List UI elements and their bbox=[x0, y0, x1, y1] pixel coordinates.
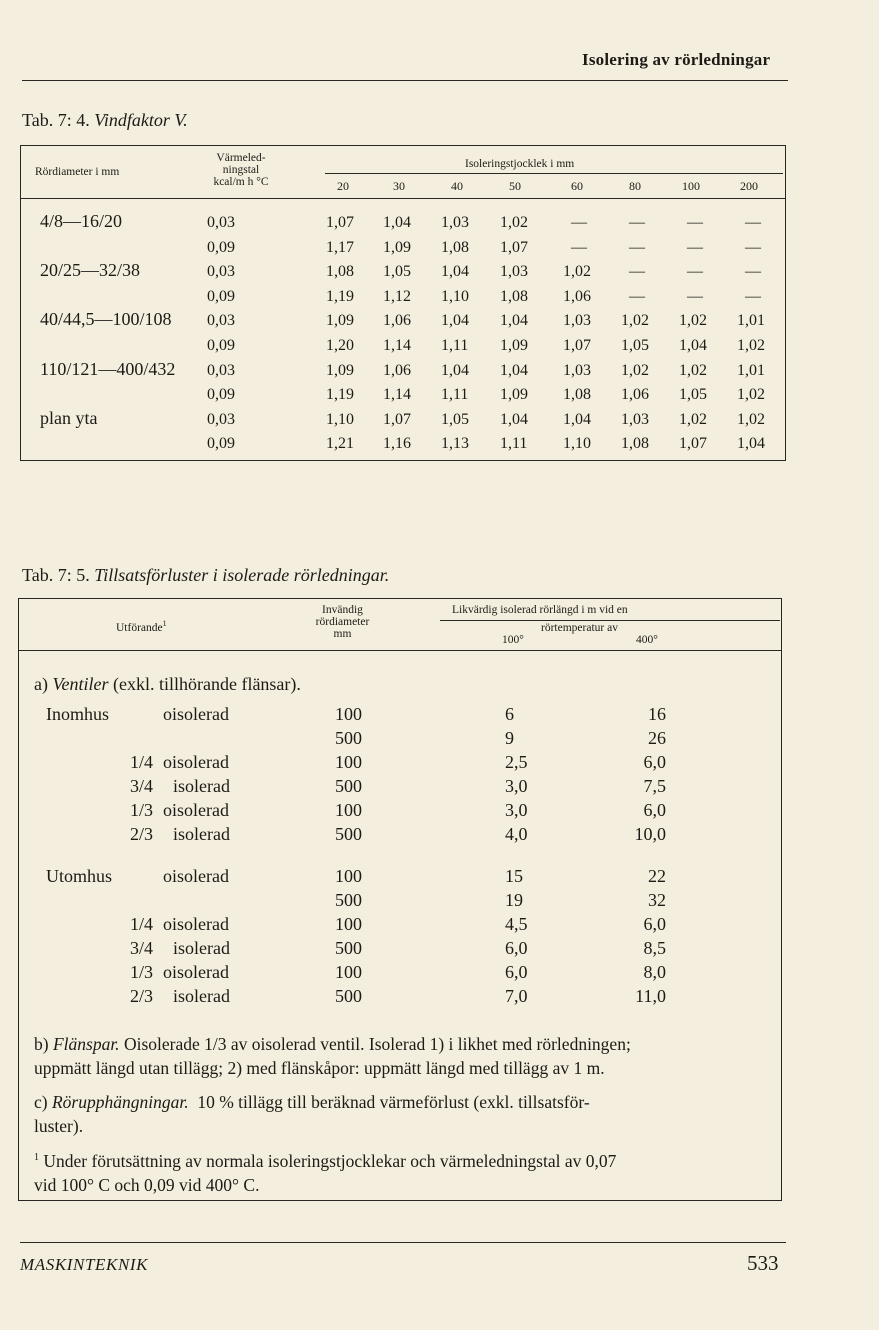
inner-diameter-value: 500 bbox=[335, 890, 362, 910]
col-inner-line3: mm bbox=[333, 628, 352, 640]
table1-left-rule bbox=[20, 145, 21, 461]
wind-factor-cell: 1,07 bbox=[679, 435, 707, 453]
length-100-value: 6,0 bbox=[505, 938, 528, 958]
thickness-col-5: 80 bbox=[629, 179, 641, 193]
thickness-col-0: 20 bbox=[337, 179, 349, 193]
fraction-label: 1/4 bbox=[130, 752, 154, 772]
fraction-label: 3/4 bbox=[130, 938, 154, 958]
conductivity-value: 0,03 bbox=[207, 361, 235, 379]
thickness-col-1: 30 bbox=[393, 179, 405, 193]
table2-caption bbox=[22, 565, 389, 586]
pipe-diameter-label: 4/8—16/20 bbox=[40, 211, 123, 231]
conductivity-value: 0,03 bbox=[207, 214, 235, 231]
length-400-value: 6,0 bbox=[643, 800, 666, 820]
wind-factor-cell: 1,07 bbox=[563, 337, 591, 354]
footnote-line1 bbox=[34, 1146, 774, 1173]
inner-diameter-value: 100 bbox=[335, 962, 362, 982]
insulation-state: isolerad bbox=[173, 938, 230, 958]
wind-factor-cell: 1,06 bbox=[621, 386, 649, 404]
col-pipe-header: Rördiameter i mm bbox=[35, 166, 120, 178]
wind-factor-cell: 1,17 bbox=[326, 238, 354, 256]
col-temp-100: 100° bbox=[502, 634, 524, 646]
length-100-value: 4,0 bbox=[505, 824, 528, 844]
wind-factor-cell: 1,08 bbox=[500, 287, 528, 305]
fraction-label: 1/3 bbox=[130, 962, 154, 982]
wind-factor-cell: 1,07 bbox=[326, 214, 354, 231]
insulation-state: oisolerad bbox=[163, 866, 229, 886]
col-equiv-header-line1: Likvärdig isolerad rörlängd i m vid en bbox=[452, 604, 628, 616]
wind-factor-cell: 1,03 bbox=[621, 410, 649, 428]
wind-factor-cell: 1,06 bbox=[383, 312, 411, 330]
wind-factor-cell: 1,19 bbox=[326, 287, 354, 305]
wind-factor-cell: 1,02 bbox=[500, 214, 528, 231]
insulation-state: oisolerad bbox=[163, 962, 229, 982]
running-header: Isolering av rörledningar bbox=[582, 50, 771, 69]
table2-bottom-rule bbox=[18, 1200, 782, 1201]
wind-factor-cell: 1,01 bbox=[737, 361, 765, 379]
length-400-value: 6,0 bbox=[643, 914, 666, 934]
table2-left-rule bbox=[18, 598, 19, 1201]
section-b-text1: Oisolerade 1/3 av oisolerad ventil. Isolerad 1) i likhet med rörledningen; bbox=[123, 1034, 631, 1054]
table1-top-rule bbox=[20, 145, 786, 146]
wind-factor-cell: 1,04 bbox=[500, 312, 528, 330]
wind-factor-cell: 1,02 bbox=[621, 312, 649, 330]
length-100-value: 7,0 bbox=[505, 986, 528, 1006]
section-b-line2: uppmätt längd utan tillägg; 2) med flänskåpor: uppmätt längd med tillägg av 1 m. bbox=[34, 1058, 605, 1078]
wind-factor-cell: 1,09 bbox=[383, 238, 411, 256]
length-400-value: 26 bbox=[648, 728, 666, 748]
pipe-diameter-label: 40/44,5—100/108 bbox=[40, 309, 172, 330]
wind-factor-cell: 1,04 bbox=[500, 410, 528, 428]
wind-factor-cell: 1,08 bbox=[563, 386, 591, 404]
inner-diameter-value: 100 bbox=[335, 704, 362, 724]
wind-factor-cell: 1,02 bbox=[563, 263, 591, 281]
pipe-diameter-label: plan yta bbox=[40, 407, 98, 428]
wind-factor-cell: 1,11 bbox=[500, 435, 528, 453]
wind-factor-cell: 1,04 bbox=[441, 263, 469, 281]
length-400-value: 7,5 bbox=[643, 776, 666, 796]
wind-factor-cell: — bbox=[629, 214, 645, 231]
table1-caption-prefix: Tab. 7: 4. bbox=[22, 110, 90, 130]
page-number: 533 bbox=[747, 1251, 779, 1275]
wind-factor-cell: 1,08 bbox=[621, 435, 649, 453]
conductivity-value: 0,09 bbox=[207, 386, 235, 404]
section-b-prefix: b) bbox=[34, 1034, 49, 1054]
location-label: Inomhus bbox=[46, 704, 109, 724]
wind-factor-cell: 1,09 bbox=[326, 312, 354, 330]
thickness-col-3: 50 bbox=[509, 179, 521, 193]
length-100-value: 19 bbox=[505, 890, 523, 910]
wind-factor-cell: 1,05 bbox=[441, 410, 469, 428]
wind-factor-cell: 1,02 bbox=[737, 386, 765, 404]
wind-factor-cell: 1,04 bbox=[383, 214, 411, 231]
insulation-state: isolerad bbox=[173, 824, 230, 844]
wind-factor-cell: 1,02 bbox=[679, 410, 707, 428]
thickness-underline bbox=[325, 173, 783, 174]
section-c bbox=[34, 1090, 774, 1138]
col-inner-header bbox=[285, 604, 400, 640]
inner-diameter-value: 500 bbox=[335, 938, 362, 958]
wind-factor-cell: 1,08 bbox=[326, 263, 354, 281]
wind-factor-cell: 1,11 bbox=[441, 337, 469, 354]
wind-factor-cell: 1,03 bbox=[441, 214, 469, 231]
length-400-value: 6,0 bbox=[643, 752, 666, 772]
fraction-label: 3/4 bbox=[130, 776, 154, 796]
wind-factor-cell: 1,02 bbox=[737, 410, 765, 428]
pipe-diameter-label: 20/25—32/38 bbox=[40, 260, 141, 281]
wind-factor-cell: 1,09 bbox=[500, 337, 528, 354]
wind-factor-cell: 1,04 bbox=[737, 435, 765, 453]
inner-diameter-value: 500 bbox=[335, 776, 362, 796]
table2-right-rule bbox=[781, 598, 782, 1201]
wind-factor-cell: 1,04 bbox=[679, 337, 707, 354]
wind-factor-cell: 1,04 bbox=[500, 361, 528, 379]
wind-factor-cell: 1,02 bbox=[679, 361, 707, 379]
section-c-line1 bbox=[34, 1090, 774, 1114]
col-temp-400: 400° bbox=[636, 634, 658, 646]
table1-caption-title: Vindfaktor V. bbox=[94, 110, 188, 130]
wind-factor-cell: 1,09 bbox=[326, 361, 354, 379]
section-a-heading bbox=[34, 674, 301, 695]
equiv-underline bbox=[440, 620, 780, 621]
table2-caption-title: Tillsatsförluster i isolerade rörledningar. bbox=[94, 565, 390, 585]
length-100-value: 9 bbox=[505, 728, 514, 748]
wind-factor-cell: 1,07 bbox=[383, 410, 411, 428]
conductivity-value: 0,03 bbox=[207, 312, 235, 330]
length-400-value: 22 bbox=[648, 866, 666, 886]
inner-diameter-value: 500 bbox=[335, 728, 362, 748]
wind-factor-cell: — bbox=[629, 287, 645, 305]
wind-factor-cell: 1,14 bbox=[383, 337, 411, 354]
inner-diameter-value: 500 bbox=[335, 824, 362, 844]
wind-factor-cell: 1,10 bbox=[326, 410, 354, 428]
wind-factor-cell: — bbox=[745, 263, 761, 281]
length-100-value: 2,5 bbox=[505, 752, 528, 772]
wind-factor-cell: — bbox=[745, 287, 761, 305]
wind-factor-cell: — bbox=[687, 214, 703, 231]
length-100-value: 6 bbox=[505, 704, 514, 724]
wind-factor-cell: 1,02 bbox=[621, 361, 649, 379]
wind-factor-cell: — bbox=[571, 238, 587, 256]
inner-diameter-value: 100 bbox=[335, 800, 362, 820]
wind-factor-cell: — bbox=[687, 287, 703, 305]
fraction-label: 1/3 bbox=[130, 800, 154, 820]
col-inner-line1: Invändig bbox=[322, 604, 363, 616]
wind-factor-cell: 1,07 bbox=[500, 238, 528, 256]
thickness-col-6: 100 bbox=[682, 179, 700, 193]
wind-factor-cell: 1,03 bbox=[563, 361, 591, 379]
length-400-value: 16 bbox=[648, 704, 666, 724]
section-b-line1 bbox=[34, 1032, 774, 1056]
wind-factor-cell: 1,03 bbox=[563, 312, 591, 330]
wind-factor-cell: — bbox=[745, 214, 761, 231]
wind-factor-cell: 1,09 bbox=[500, 386, 528, 404]
wind-factor-cell: 1,08 bbox=[441, 238, 469, 256]
col-conductivity-line3: kcal/m h °C bbox=[213, 176, 269, 188]
footnote-mark: 1 bbox=[34, 1152, 39, 1163]
col-inner-line2: rördiameter bbox=[315, 616, 370, 628]
length-400-value: 10,0 bbox=[634, 824, 666, 844]
insulation-state: isolerad bbox=[173, 776, 230, 796]
length-400-value: 8,5 bbox=[643, 938, 666, 958]
table1-bottom-rule bbox=[20, 460, 786, 461]
length-100-value: 3,0 bbox=[505, 776, 528, 796]
wind-factor-cell: 1,11 bbox=[441, 386, 469, 404]
wind-factor-cell: 1,05 bbox=[383, 263, 411, 281]
thickness-col-2: 40 bbox=[451, 179, 463, 193]
wind-factor-cell: — bbox=[687, 263, 703, 281]
table2-caption-prefix: Tab. 7: 5. bbox=[22, 565, 90, 585]
col-design-footnote-mark: 1 bbox=[162, 619, 167, 628]
fraction-label: 1/4 bbox=[130, 914, 154, 934]
header-rule bbox=[22, 80, 788, 81]
wind-factor-cell: 1,14 bbox=[383, 386, 411, 404]
conductivity-value: 0,09 bbox=[207, 337, 235, 354]
wind-factor-cell: 1,12 bbox=[383, 287, 411, 305]
inner-diameter-value: 100 bbox=[335, 914, 362, 934]
section-c-line2: luster). bbox=[34, 1116, 84, 1136]
insulation-state: oisolerad bbox=[163, 704, 229, 724]
wind-factor-cell: 1,21 bbox=[326, 435, 354, 453]
length-400-value: 8,0 bbox=[643, 962, 666, 982]
wind-factor-cell: 1,05 bbox=[621, 337, 649, 354]
table2-top-rule bbox=[18, 598, 782, 599]
location-label: Utomhus bbox=[46, 866, 113, 886]
thickness-col-7: 200 bbox=[740, 179, 758, 193]
section-b bbox=[34, 1032, 774, 1080]
table2-head-rule bbox=[18, 650, 782, 651]
section-a-prefix: a) bbox=[34, 674, 48, 694]
insulation-state: oisolerad bbox=[163, 752, 229, 772]
length-400-value: 32 bbox=[648, 890, 666, 910]
pipe-diameter-label: 110/121—400/432 bbox=[40, 358, 176, 379]
thickness-col-4: 60 bbox=[571, 179, 583, 193]
table1-caption bbox=[22, 110, 188, 131]
col-conductivity-line2: ningstal bbox=[222, 164, 260, 176]
conductivity-value: 0,03 bbox=[207, 263, 235, 281]
section-c-title: Rörupphängningar. bbox=[51, 1092, 189, 1112]
wind-factor-cell: — bbox=[687, 238, 703, 256]
col-thickness-header: Isoleringstjocklek i mm bbox=[465, 158, 575, 170]
conductivity-value: 0,09 bbox=[207, 435, 235, 453]
wind-factor-cell: — bbox=[629, 263, 645, 281]
col-design-label: Utförande bbox=[116, 621, 163, 634]
inner-diameter-value: 100 bbox=[335, 752, 362, 772]
col-design-header bbox=[116, 618, 167, 634]
footer-publication: MASKINTEKNIK bbox=[20, 1255, 149, 1274]
conductivity-value: 0,09 bbox=[207, 238, 235, 256]
wind-factor-cell: 1,02 bbox=[737, 337, 765, 354]
wind-factor-cell: — bbox=[629, 238, 645, 256]
conductivity-value: 0,03 bbox=[207, 410, 235, 428]
col-equiv-header-line2: rörtemperatur av bbox=[541, 622, 618, 634]
col-conductivity-line1: Värmeled- bbox=[216, 152, 266, 164]
section-a-rest: (exkl. tillhörande flänsar). bbox=[112, 674, 301, 694]
wind-factor-cell: 1,06 bbox=[383, 361, 411, 379]
fraction-label: 2/3 bbox=[130, 824, 154, 844]
fraction-label: 2/3 bbox=[130, 986, 154, 1006]
wind-factor-cell: — bbox=[571, 214, 587, 231]
length-100-value: 15 bbox=[505, 866, 523, 886]
wind-factor-cell: 1,04 bbox=[563, 410, 591, 428]
wind-factor-cell: 1,04 bbox=[441, 361, 469, 379]
wind-factor-cell: — bbox=[745, 238, 761, 256]
section-c-prefix: c) bbox=[34, 1092, 48, 1112]
wind-factor-cell: 1,04 bbox=[441, 312, 469, 330]
wind-factor-cell: 1,10 bbox=[563, 435, 591, 453]
footnote-text1: Under förutsättning av normala isoleringstjocklekar och värmeledningstal av 0,07 bbox=[43, 1150, 617, 1171]
wind-factor-cell: 1,02 bbox=[679, 312, 707, 330]
length-400-value: 11,0 bbox=[635, 986, 666, 1006]
length-100-value: 6,0 bbox=[505, 962, 528, 982]
table1-head-rule bbox=[20, 198, 786, 199]
inner-diameter-value: 500 bbox=[335, 986, 362, 1006]
section-c-text1: 10 % tillägg till beräknad värmeförlust (exkl. tillsatsför- bbox=[197, 1092, 590, 1112]
length-100-value: 4,5 bbox=[505, 914, 528, 934]
footnote-line2: vid 100° C och 0,09 vid 400° C. bbox=[34, 1174, 260, 1195]
insulation-state: isolerad bbox=[173, 986, 230, 1006]
table1-right-rule bbox=[785, 145, 786, 461]
footer-rule bbox=[20, 1242, 786, 1243]
footnote bbox=[34, 1146, 774, 1197]
wind-factor-cell: 1,16 bbox=[383, 435, 411, 453]
wind-factor-cell: 1,10 bbox=[441, 287, 469, 305]
wind-factor-cell: 1,13 bbox=[441, 435, 469, 453]
conductivity-value: 0,09 bbox=[207, 287, 235, 305]
section-a-title: Ventiler bbox=[52, 674, 109, 694]
wind-factor-cell: 1,20 bbox=[326, 337, 354, 354]
wind-factor-cell: 1,01 bbox=[737, 312, 765, 330]
insulation-state: oisolerad bbox=[163, 914, 229, 934]
length-100-value: 3,0 bbox=[505, 800, 528, 820]
wind-factor-cell: 1,05 bbox=[679, 386, 707, 404]
wind-factor-cell: 1,03 bbox=[500, 263, 528, 281]
section-b-title: Flänspar. bbox=[52, 1034, 120, 1054]
wind-factor-cell: 1,19 bbox=[326, 386, 354, 404]
col-conductivity-header bbox=[196, 152, 286, 188]
insulation-state: oisolerad bbox=[163, 800, 229, 820]
wind-factor-cell: 1,06 bbox=[563, 287, 591, 305]
inner-diameter-value: 100 bbox=[335, 866, 362, 886]
